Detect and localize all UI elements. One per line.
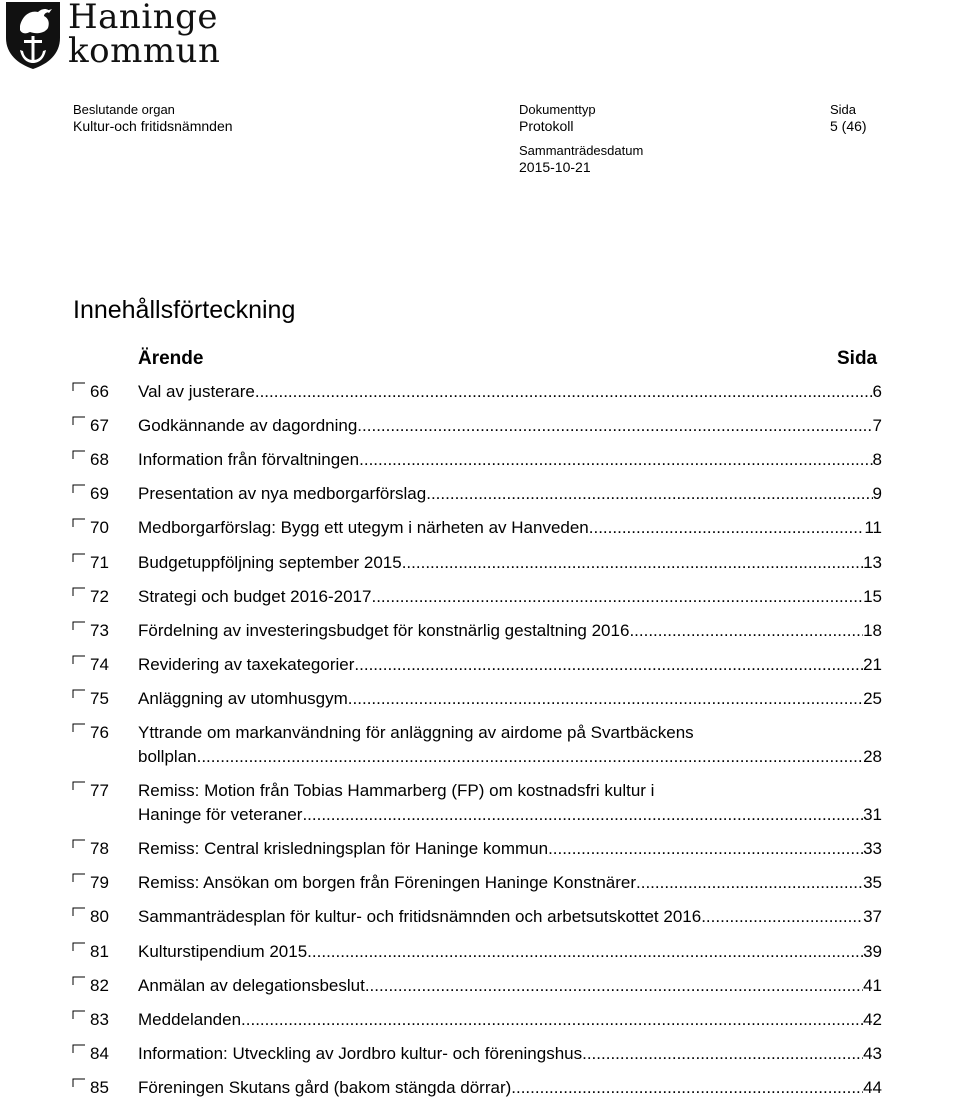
toc-entry-leader-line [138,414,882,438]
meta-organ [73,101,233,135]
toc-entry-page: 44 [863,1077,882,1097]
dot-leader [365,974,863,998]
dot-leader [582,1042,863,1066]
toc-entry-leader-line [138,482,882,506]
toc-entry-leader-line [138,837,882,861]
organ-label: Beslutande organ [73,102,175,117]
toc-entry-page: 6 [872,382,882,401]
corner-marker-icon [72,832,86,842]
toc-entry-leader-line [138,448,882,472]
corner-marker-icon [72,682,86,692]
page-label: Sida [830,102,857,117]
organ-value: Kultur-och fritidsnämnden [73,118,233,134]
toc-entry-leader-line [138,940,882,964]
toc-entry-leader-line [138,974,882,998]
corner-marker-icon [72,546,86,556]
dot-leader [354,653,863,677]
corner-marker-icon [72,614,86,624]
corner-marker-icon [72,580,86,590]
logo-wordmark [68,0,221,71]
toc-entry-number: 77 [90,781,109,801]
toc-entry-page: 25 [863,688,882,708]
dot-leader [357,414,872,438]
toc-entry-title: Godkännande av dagordning [138,416,358,436]
toc-entry-title: Revidering av taxekategorier [138,654,355,674]
toc-entry-leader-line [138,687,882,711]
toc-entry-number: 78 [90,839,109,859]
toc-entry-page: 21 [863,654,882,674]
toc-column-item: Ärende [138,348,204,369]
corner-marker-icon [72,375,86,385]
toc-entry-number: 85 [90,1077,109,1097]
toc-entry-title: Fördelning av investeringsbudget för konstnärlig gestaltning 2016 [138,620,630,640]
corner-marker-icon [72,716,86,726]
haninge-logo [0,0,220,72]
toc-entry-number: 67 [90,416,109,436]
toc-entry-number: 69 [90,484,109,504]
toc-entry-page: 9 [872,484,882,504]
toc-entry-number: 83 [90,1009,109,1029]
toc-entry-title-line: Yttrande om markanvändning för anläggning av airdome på Svartbäckens [138,723,694,742]
toc-entry-page: 43 [863,1043,882,1063]
toc-entry-page: 11 [864,518,882,538]
toc-entry-number: 82 [90,975,109,995]
toc-entry-leader-line [138,871,882,895]
dot-leader [636,871,863,895]
toc-title: Innehållsförteckning [73,296,296,324]
toc-entry-leader-line [138,551,882,575]
toc-entry-page: 37 [863,907,882,927]
toc-entry-page: 18 [863,620,882,640]
corner-marker-icon [72,774,86,784]
coat-of-arms-icon [2,0,64,70]
toc-entry-title: Strategi och budget 2016-2017 [138,586,372,606]
toc-entry-title: Föreningen Skutans gård (bakom stängda dörrar) [138,1077,512,1097]
corner-marker-icon [72,1003,86,1013]
dot-leader [307,940,863,964]
meta-doctype [519,101,596,135]
logo-line-2: kommun [68,31,221,71]
corner-marker-icon [72,1037,86,1047]
toc-entry-title: Anmälan av delegationsbeslut [138,975,365,995]
corner-marker-icon [72,511,86,521]
corner-marker-icon [72,409,86,419]
dot-leader [371,585,863,609]
toc-entry-number: 68 [90,450,109,470]
toc-entry-title: Remiss: Ansökan om borgen från Föreningen Haninge Konstnärer [138,873,637,893]
corner-marker-icon [72,866,86,876]
toc-entry-number: 72 [90,586,109,606]
toc-entry-leader-line [138,905,882,929]
toc-entry-leader-line [138,585,882,609]
toc-entry-title: Remiss: Central krisledningsplan för Haninge kommun [138,839,549,859]
corner-marker-icon [72,935,86,945]
dot-leader [548,837,863,861]
toc-entry-title-line: Remiss: Motion från Tobias Hammarberg (FP) om kostnadsfri kultur i [138,781,655,801]
toc-entry-title: Val av justerare [138,382,255,401]
corner-marker-icon [72,1071,86,1081]
toc-entry-number: 71 [90,552,109,572]
dot-leader [426,482,872,506]
toc-entry-title: Meddelanden [138,1009,242,1029]
meta-date [519,142,643,176]
dot-leader [197,745,863,769]
toc-entry-title: Haninge för veteraner [138,805,303,825]
toc-entry-number: 66 [90,382,109,401]
toc-entry-title: Budgetuppföljning september 2015 [138,552,402,572]
toc-entry-page: 35 [863,873,882,893]
toc-entry-leader-line [138,745,882,769]
toc-entry-number: 73 [90,620,109,640]
toc-entry-title: Information: Utveckling av Jordbro kultur- och föreningshus [138,1043,583,1063]
toc-entry-number: 75 [90,688,109,708]
dot-leader [359,448,872,472]
dot-leader [589,516,865,540]
dot-leader [511,1076,863,1100]
toc-entry-page: 39 [863,941,882,961]
toc-entry-page: 8 [872,450,882,470]
toc-entry-title: Information från förvaltningen [138,450,360,470]
toc-entry-leader-line [138,619,882,643]
toc-entry-leader-line [138,516,882,540]
toc-entry-leader-line [138,1076,882,1100]
toc-entry-page: 41 [863,975,882,995]
dot-leader [629,619,863,643]
toc-entry-page: 7 [872,416,882,436]
toc-entry-page: 33 [863,839,882,859]
toc-entry-title: Sammanträdesplan för kultur- och fritidsnämnden och arbetsutskottet 2016 [138,907,702,927]
dot-leader [701,905,863,929]
toc-entry-leader-line [138,380,882,404]
toc-entry-title: Kulturstipendium 2015 [138,941,308,961]
toc-entry-title: Medborgarförslag: Bygg ett utegym i närheten av Hanveden [138,518,589,538]
dot-leader [402,551,863,575]
toc-entry-number: 79 [90,873,109,893]
toc-entry-number: 81 [90,941,109,961]
doctype-value: Protokoll [519,118,574,134]
toc-entry-leader-line [138,653,882,677]
corner-marker-icon [72,900,86,910]
toc-entry-leader-line [138,1008,882,1032]
corner-marker-icon [72,969,86,979]
doctype-label: Dokumenttyp [519,102,596,117]
dot-leader [255,380,873,404]
toc-entry-page: 13 [863,552,882,572]
toc-entry-number: 70 [90,518,109,538]
toc-entry-number: 74 [90,654,109,674]
toc-entry-title: bollplan [138,747,197,766]
toc-entry-number: 76 [90,723,109,742]
dot-leader [241,1008,863,1032]
toc-entry-number: 84 [90,1043,109,1063]
toc-column-page: Sida [837,348,878,369]
corner-marker-icon [72,443,86,453]
toc-entry-page: 15 [863,586,882,606]
page-value: 5 (46) [830,118,867,134]
date-label: Sammanträdesdatum [519,143,644,158]
logo-line-1: Haninge [68,0,218,37]
toc-entry-number: 80 [90,907,109,927]
toc-entry-page: 42 [863,1009,882,1029]
meta-page [830,101,867,135]
toc-entry-page: 31 [863,805,882,825]
dot-leader [348,687,863,711]
corner-marker-icon [72,477,86,487]
dot-leader [302,803,863,827]
toc-entry-leader-line [138,803,882,827]
toc-entry-title: Presentation av nya medborgarförslag [138,484,427,504]
corner-marker-icon [72,648,86,658]
toc-entry-title: Anläggning av utomhusgym [138,688,348,708]
date-value: 2015-10-21 [519,159,591,175]
toc-entry-page: 28 [863,747,882,766]
toc-entry-leader-line [138,1042,882,1066]
